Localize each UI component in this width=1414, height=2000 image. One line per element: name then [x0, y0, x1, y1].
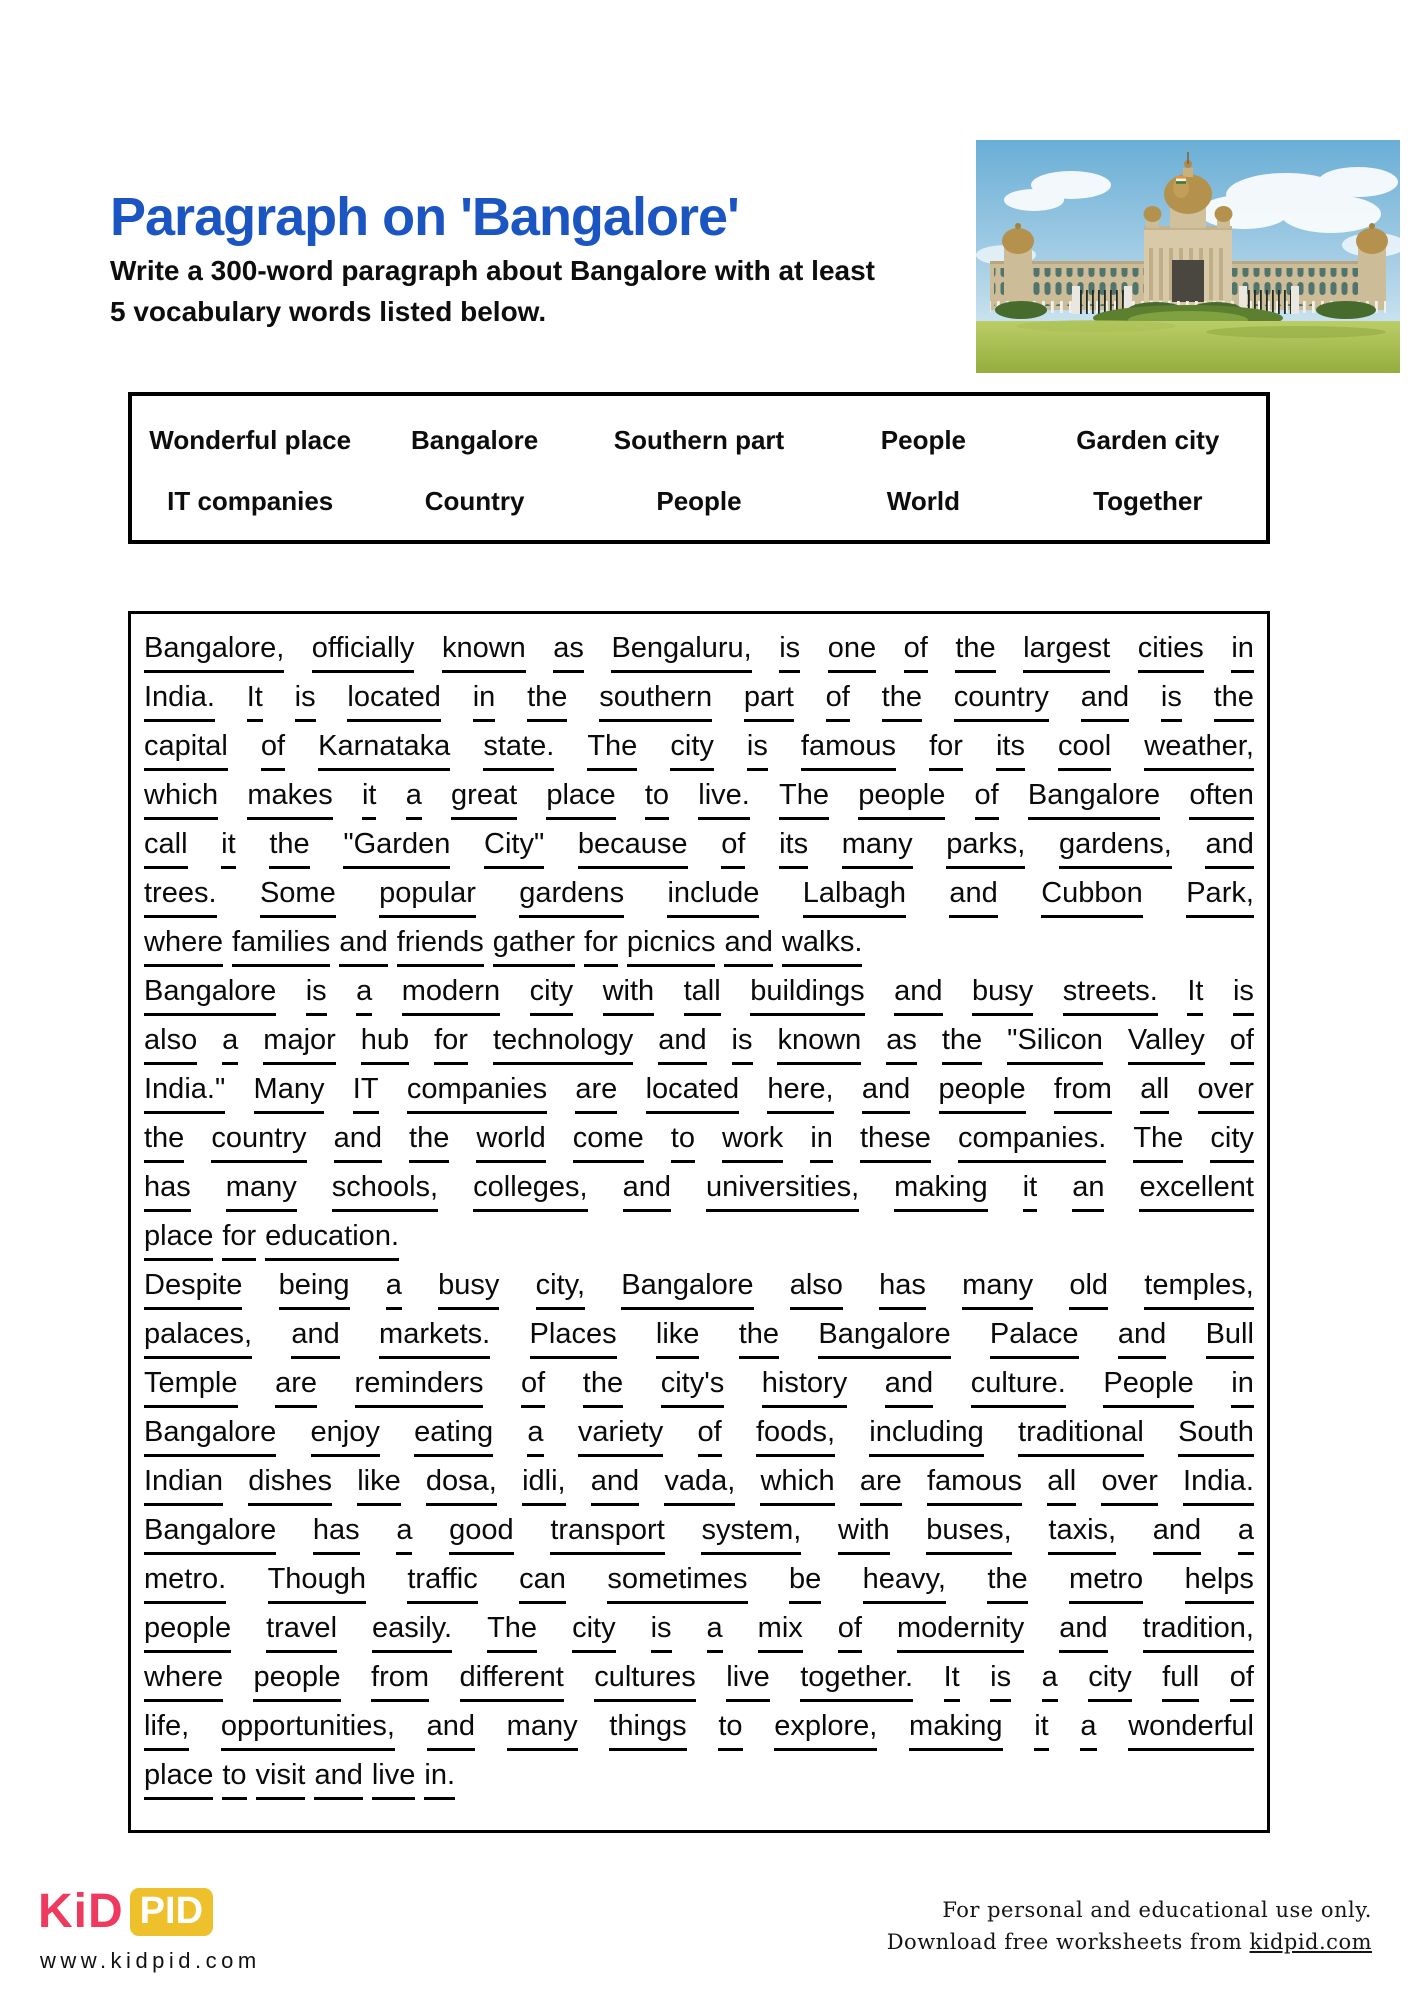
essay-line: where people from different cultures live together. It is a city full of [144, 1660, 1254, 1709]
essay-line: also a major hub for technology and is known as the "Silicon Valley of [144, 1023, 1254, 1072]
vocab-word: Bangalore [411, 425, 539, 455]
vocab-word: Together [1093, 486, 1203, 516]
vocabulary-box [128, 392, 1270, 544]
essay-line: place to visit and live in. [144, 1758, 1254, 1807]
essay-line: metro. Though traffic can sometimes be heavy, the metro helps [144, 1562, 1254, 1611]
essay-line: India. It is located in the southern part of the country and is the [144, 680, 1254, 729]
instructions-line2: 5 vocabulary words listed below. [110, 296, 547, 327]
logo-pid-badge: PID [130, 1888, 213, 1936]
essay-line: call it the "Garden City" because of its many parks, gardens, and [144, 827, 1254, 876]
vocab-word: IT companies [167, 486, 334, 516]
essay-line: life, opportunities, and many things to explore, making it a wonderful [144, 1709, 1254, 1758]
usage-note-line1: For personal and educational use only. [942, 1898, 1372, 1922]
vocab-word: Southern part [613, 425, 785, 455]
instructions-line1: Write a 300-word paragraph about Bangalore with at least [110, 255, 875, 286]
essay-line: trees. Some popular gardens include Lalbagh and Cubbon Park, [144, 876, 1254, 925]
essay-lines [144, 631, 1254, 1807]
kidpid-link[interactable]: kidpid.com [1249, 1930, 1372, 1954]
kidpid-logo [38, 1885, 213, 1938]
essay-line: India." Many IT companies are located here, and people from all over [144, 1072, 1254, 1121]
usage-note-line2-prefix: Download free worksheets from [886, 1930, 1250, 1954]
essay-line: palaces, and markets. Places like the Bangalore Palace and Bull [144, 1317, 1254, 1366]
bangalore-building-photo [976, 140, 1400, 373]
essay-line: the country and the world come to work in these companies. The city [144, 1121, 1254, 1170]
paragraph-box [128, 611, 1270, 1833]
website-url: www.kidpid.com [40, 1948, 261, 1973]
essay-line: Indian dishes like dosa, idli, and vada, which are famous all over India. [144, 1464, 1254, 1513]
essay-line: has many schools, colleges, and universities, making it an excellent [144, 1170, 1254, 1219]
vocab-word: Wonderful place [149, 425, 352, 455]
essay-line: people travel easily. The city is a mix of modernity and tradition, [144, 1611, 1254, 1660]
usage-note-line2 [887, 1926, 1372, 1958]
essay-line: Bangalore is a modern city with tall buildings and busy streets. It is [144, 974, 1254, 1023]
usage-note [887, 1894, 1372, 1958]
page-title: Paragraph on 'Bangalore' [110, 187, 739, 247]
vocab-word: People [880, 425, 967, 455]
essay-line: capital of Karnataka state. The city is famous for its cool weather, [144, 729, 1254, 778]
logo-kid-text: KiD [38, 1885, 124, 1938]
essay-line: Bangalore, officially known as Bengaluru, is one of the largest cities in [144, 631, 1254, 680]
essay-line: Bangalore enjoy eating a variety of foods, including traditional South [144, 1415, 1254, 1464]
vocab-word: World [886, 486, 960, 516]
essay-line: Bangalore has a good transport system, with buses, taxis, and a [144, 1513, 1254, 1562]
essay-line: place for education. [144, 1219, 1254, 1268]
vocab-word: People [656, 486, 742, 516]
essay-line: Temple are reminders of the city's history and culture. People in [144, 1366, 1254, 1415]
vocab-word: Country [424, 486, 525, 516]
essay-line: Despite being a busy city, Bangalore also has many old temples, [144, 1268, 1254, 1317]
essay-line: which makes it a great place to live. The people of Bangalore often [144, 778, 1254, 827]
essay-line: where families and friends gather for picnics and walks. [144, 925, 1254, 974]
vocab-word: Garden city [1076, 425, 1220, 455]
instructions [110, 250, 990, 332]
